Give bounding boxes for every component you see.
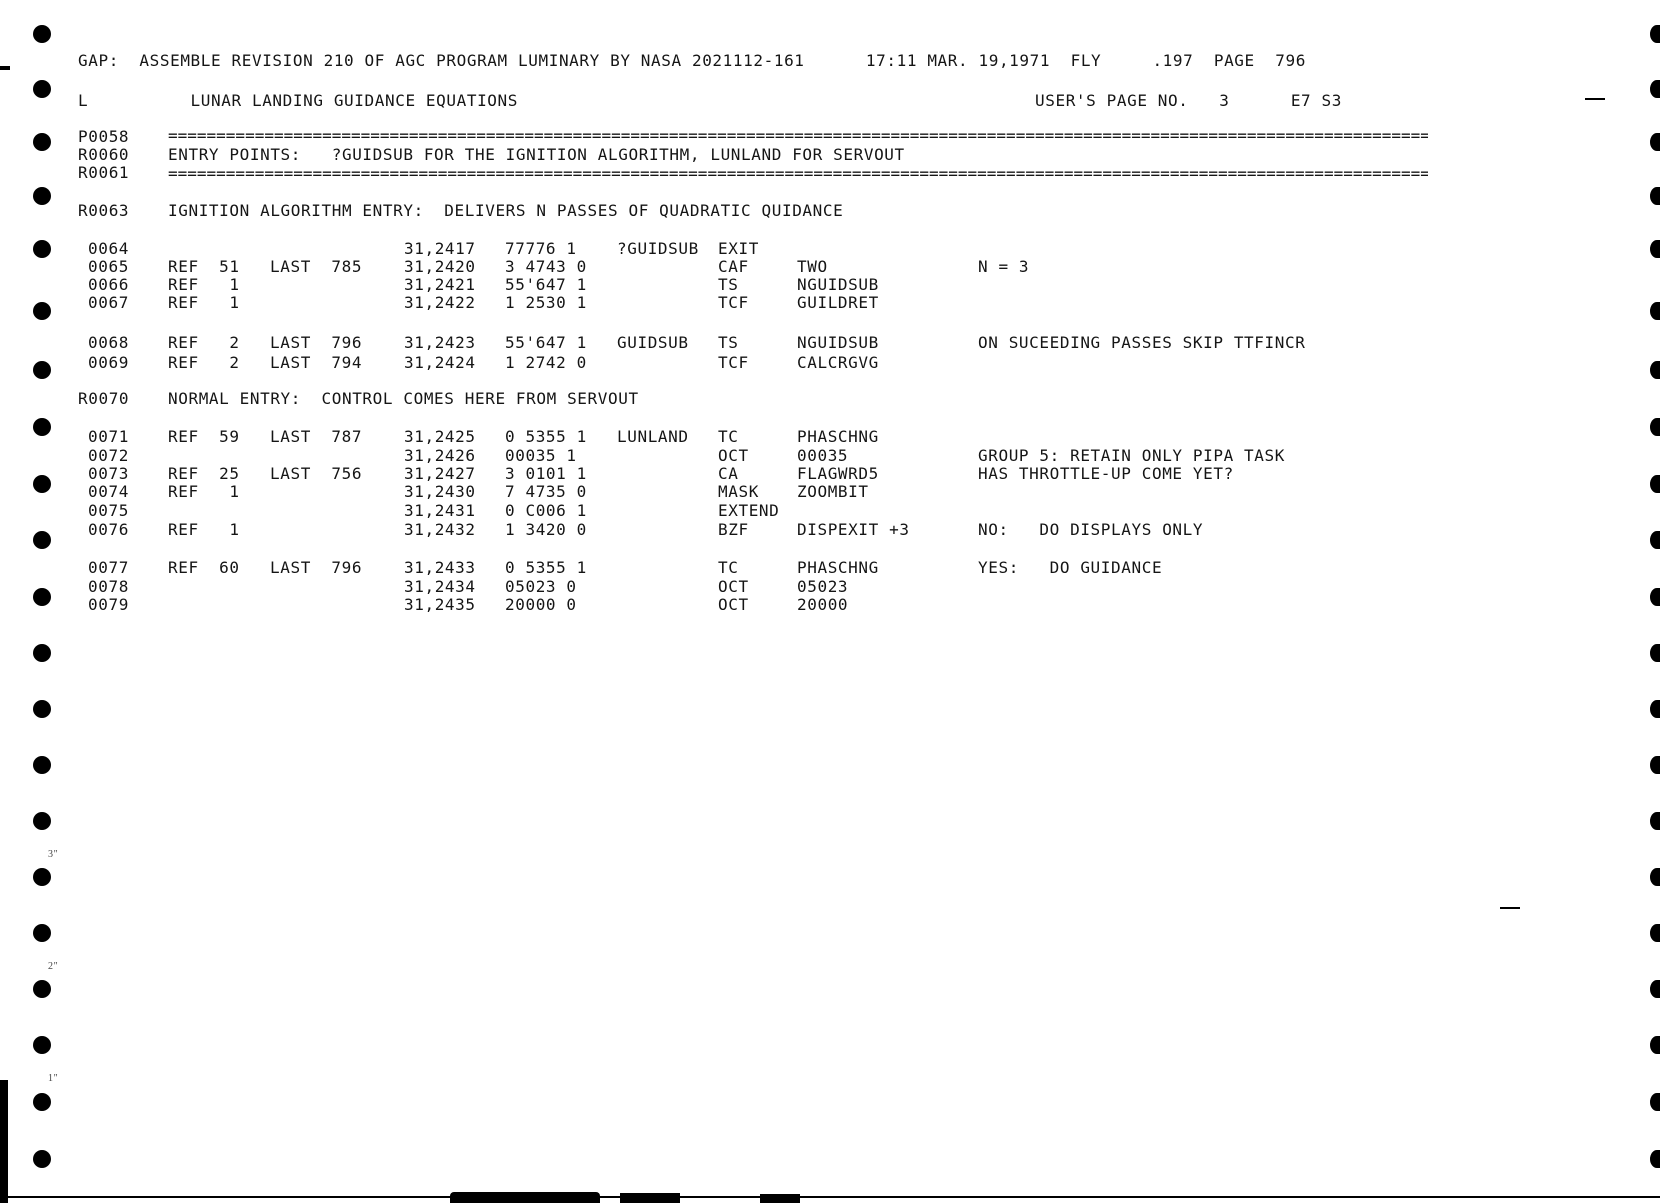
address: 31,2432	[404, 520, 476, 539]
line-number: 0075	[88, 501, 129, 520]
left-edge-mark	[0, 66, 10, 70]
feed-hole	[33, 418, 51, 436]
last-ref: LAST 796	[270, 333, 363, 352]
line-number: 0068	[88, 333, 129, 352]
inch-mark: 1"	[48, 1073, 59, 1084]
comment: ON SUCEEDING PASSES SKIP TTFINCR	[978, 333, 1306, 352]
line-number: 0065	[88, 257, 129, 276]
margin-dash	[1500, 907, 1520, 909]
separator-line	[168, 132, 1428, 139]
address: 31,2431	[404, 501, 476, 520]
operand: 00035	[797, 446, 849, 465]
machine-word: 77776 1	[505, 239, 577, 258]
bottom-edge-tear	[620, 1193, 680, 1203]
address: 31,2417	[404, 239, 476, 258]
machine-word: 20000 0	[505, 595, 577, 614]
feed-hole	[1650, 1093, 1660, 1111]
last-ref: LAST 796	[270, 558, 363, 577]
feed-hole	[1650, 1150, 1660, 1168]
feed-hole	[1650, 644, 1660, 662]
inch-mark: 2"	[48, 961, 59, 972]
feed-hole	[1650, 475, 1660, 493]
last-ref: LAST 794	[270, 353, 363, 372]
address: 31,2426	[404, 446, 476, 465]
feed-hole	[1650, 700, 1660, 718]
operand: 20000	[797, 595, 849, 614]
machine-word: 3 0101 1	[505, 464, 587, 483]
symbol-label: ?GUIDSUB	[617, 239, 699, 258]
feed-hole	[33, 588, 51, 606]
operand: FLAGWRD5	[797, 464, 879, 483]
machine-word: 1 3420 0	[505, 520, 587, 539]
opcode: BZF	[718, 520, 749, 539]
address: 31,2430	[404, 482, 476, 501]
line-number: 0072	[88, 446, 129, 465]
operand: DISPEXIT +3	[797, 520, 910, 539]
section-title: L LUNAR LANDING GUIDANCE EQUATIONS	[78, 91, 519, 110]
user-page-number: USER'S PAGE NO. 3 E7 S3	[1035, 91, 1342, 110]
feed-hole	[1650, 531, 1660, 549]
line-number: 0077	[88, 558, 129, 577]
feed-hole	[33, 1093, 51, 1111]
feed-hole	[33, 756, 51, 774]
section-id: R0070	[78, 389, 130, 408]
feed-hole	[33, 980, 51, 998]
symbol-label: GUIDSUB	[617, 333, 689, 352]
ref-count: REF 1	[168, 293, 240, 312]
section-id: R0063	[78, 201, 130, 220]
section-comment: IGNITION ALGORITHM ENTRY: DELIVERS N PASSES OF QUADRATIC QUIDANCE	[168, 201, 844, 220]
feed-hole	[1650, 133, 1660, 151]
machine-word: 1 2530 1	[505, 293, 587, 312]
feed-hole	[33, 531, 51, 549]
left-edge-tear	[0, 1080, 8, 1203]
opcode: OCT	[718, 595, 749, 614]
feed-hole	[1650, 302, 1660, 320]
feed-hole	[33, 302, 51, 320]
address: 31,2423	[404, 333, 476, 352]
address: 31,2427	[404, 464, 476, 483]
feed-hole	[33, 80, 51, 98]
operand: 05023	[797, 577, 849, 596]
listing-header: GAP: ASSEMBLE REVISION 210 OF AGC PROGRAM LUMINARY BY NASA 2021112-161 17:11 MAR. 19,1971 FLY .197 PAGE 796	[78, 51, 1306, 70]
feed-hole	[33, 133, 51, 151]
feed-hole	[33, 644, 51, 662]
feed-hole	[1650, 756, 1660, 774]
machine-word: 3 4743 0	[505, 257, 587, 276]
feed-hole	[1650, 868, 1660, 886]
opcode: TS	[718, 275, 739, 294]
inch-mark: 3"	[48, 849, 59, 860]
ref-count: REF 1	[168, 482, 240, 501]
opcode: TC	[718, 558, 739, 577]
address: 31,2434	[404, 577, 476, 596]
margin-label: R0061	[78, 163, 130, 182]
address: 31,2421	[404, 275, 476, 294]
machine-word: 0 5355 1	[505, 427, 587, 446]
line-number: 0074	[88, 482, 129, 501]
feed-hole	[1650, 80, 1660, 98]
feed-hole	[1650, 588, 1660, 606]
feed-hole	[1650, 1036, 1660, 1054]
line-number: 0064	[88, 239, 129, 258]
feed-hole	[1650, 361, 1660, 379]
feed-hole	[33, 1150, 51, 1168]
opcode: TCF	[718, 353, 749, 372]
comment: NO: DO DISPLAYS ONLY	[978, 520, 1204, 539]
line-number: 0073	[88, 464, 129, 483]
feed-hole	[1650, 418, 1660, 436]
feed-hole	[33, 187, 51, 205]
comment: GROUP 5: RETAIN ONLY PIPA TASK	[978, 446, 1285, 465]
address: 31,2433	[404, 558, 476, 577]
feed-hole	[1650, 187, 1660, 205]
feed-hole	[33, 1036, 51, 1054]
last-ref: LAST 787	[270, 427, 363, 446]
operand: ZOOMBIT	[797, 482, 869, 501]
feed-hole	[33, 924, 51, 942]
machine-word: 0 5355 1	[505, 558, 587, 577]
feed-hole	[33, 700, 51, 718]
feed-hole	[33, 361, 51, 379]
operand: GUILDRET	[797, 293, 879, 312]
opcode: MASK	[718, 482, 759, 501]
opcode: OCT	[718, 446, 749, 465]
address: 31,2422	[404, 293, 476, 312]
margin-label: R0060	[78, 145, 130, 164]
opcode: TS	[718, 333, 739, 352]
opcode: CA	[718, 464, 739, 483]
line-number: 0067	[88, 293, 129, 312]
line-number: 0071	[88, 427, 129, 446]
line-number: 0079	[88, 595, 129, 614]
machine-word: 00035 1	[505, 446, 577, 465]
bottom-edge-tear	[450, 1192, 600, 1203]
comment: N = 3	[978, 257, 1030, 276]
line-number: 0078	[88, 577, 129, 596]
feed-hole	[1650, 924, 1660, 942]
opcode: EXIT	[718, 239, 759, 258]
ref-count: REF 1	[168, 275, 240, 294]
machine-word: 0 C006 1	[505, 501, 587, 520]
bottom-edge-line	[0, 1196, 1660, 1198]
machine-word: 1 2742 0	[505, 353, 587, 372]
line-number: 0076	[88, 520, 129, 539]
comment: YES: DO GUIDANCE	[978, 558, 1163, 577]
feed-hole	[1650, 240, 1660, 258]
symbol-label: LUNLAND	[617, 427, 689, 446]
comment: HAS THROTTLE-UP COME YET?	[978, 464, 1234, 483]
opcode: TCF	[718, 293, 749, 312]
operand: NGUIDSUB	[797, 275, 879, 294]
feed-hole	[33, 240, 51, 258]
ref-count: REF 60	[168, 558, 240, 577]
address: 31,2424	[404, 353, 476, 372]
feed-hole	[33, 475, 51, 493]
bottom-edge-tear	[760, 1194, 800, 1203]
opcode: CAF	[718, 257, 749, 276]
ref-count: REF 1	[168, 520, 240, 539]
feed-hole	[33, 25, 51, 43]
operand: NGUIDSUB	[797, 333, 879, 352]
operand: CALCRGVG	[797, 353, 879, 372]
last-ref: LAST 785	[270, 257, 363, 276]
machine-word: 7 4735 0	[505, 482, 587, 501]
ref-count: REF 59	[168, 427, 240, 446]
ref-count: REF 51	[168, 257, 240, 276]
address: 31,2420	[404, 257, 476, 276]
operand: PHASCHNG	[797, 558, 879, 577]
operand: PHASCHNG	[797, 427, 879, 446]
feed-hole	[33, 868, 51, 886]
address: 31,2435	[404, 595, 476, 614]
machine-word: 05023 0	[505, 577, 577, 596]
opcode: TC	[718, 427, 739, 446]
address: 31,2425	[404, 427, 476, 446]
last-ref: LAST 756	[270, 464, 363, 483]
ref-count: REF 2	[168, 333, 240, 352]
feed-hole	[1650, 25, 1660, 43]
opcode: EXTEND	[718, 501, 780, 520]
ref-count: REF 25	[168, 464, 240, 483]
ref-count: REF 2	[168, 353, 240, 372]
feed-hole	[1650, 980, 1660, 998]
line-number: 0066	[88, 275, 129, 294]
line-number: 0069	[88, 353, 129, 372]
entry-points-comment: ENTRY POINTS: ?GUIDSUB FOR THE IGNITION ALGORITHM, LUNLAND FOR SERVOUT	[168, 145, 905, 164]
section-comment: NORMAL ENTRY: CONTROL COMES HERE FROM SERVOUT	[168, 389, 639, 408]
feed-hole	[33, 812, 51, 830]
margin-label: P0058	[78, 127, 130, 146]
margin-dash	[1585, 98, 1605, 100]
operand: TWO	[797, 257, 828, 276]
separator-line	[168, 170, 1428, 177]
machine-word: 55'647 1	[505, 275, 587, 294]
feed-hole	[1650, 812, 1660, 830]
opcode: OCT	[718, 577, 749, 596]
machine-word: 55'647 1	[505, 333, 587, 352]
